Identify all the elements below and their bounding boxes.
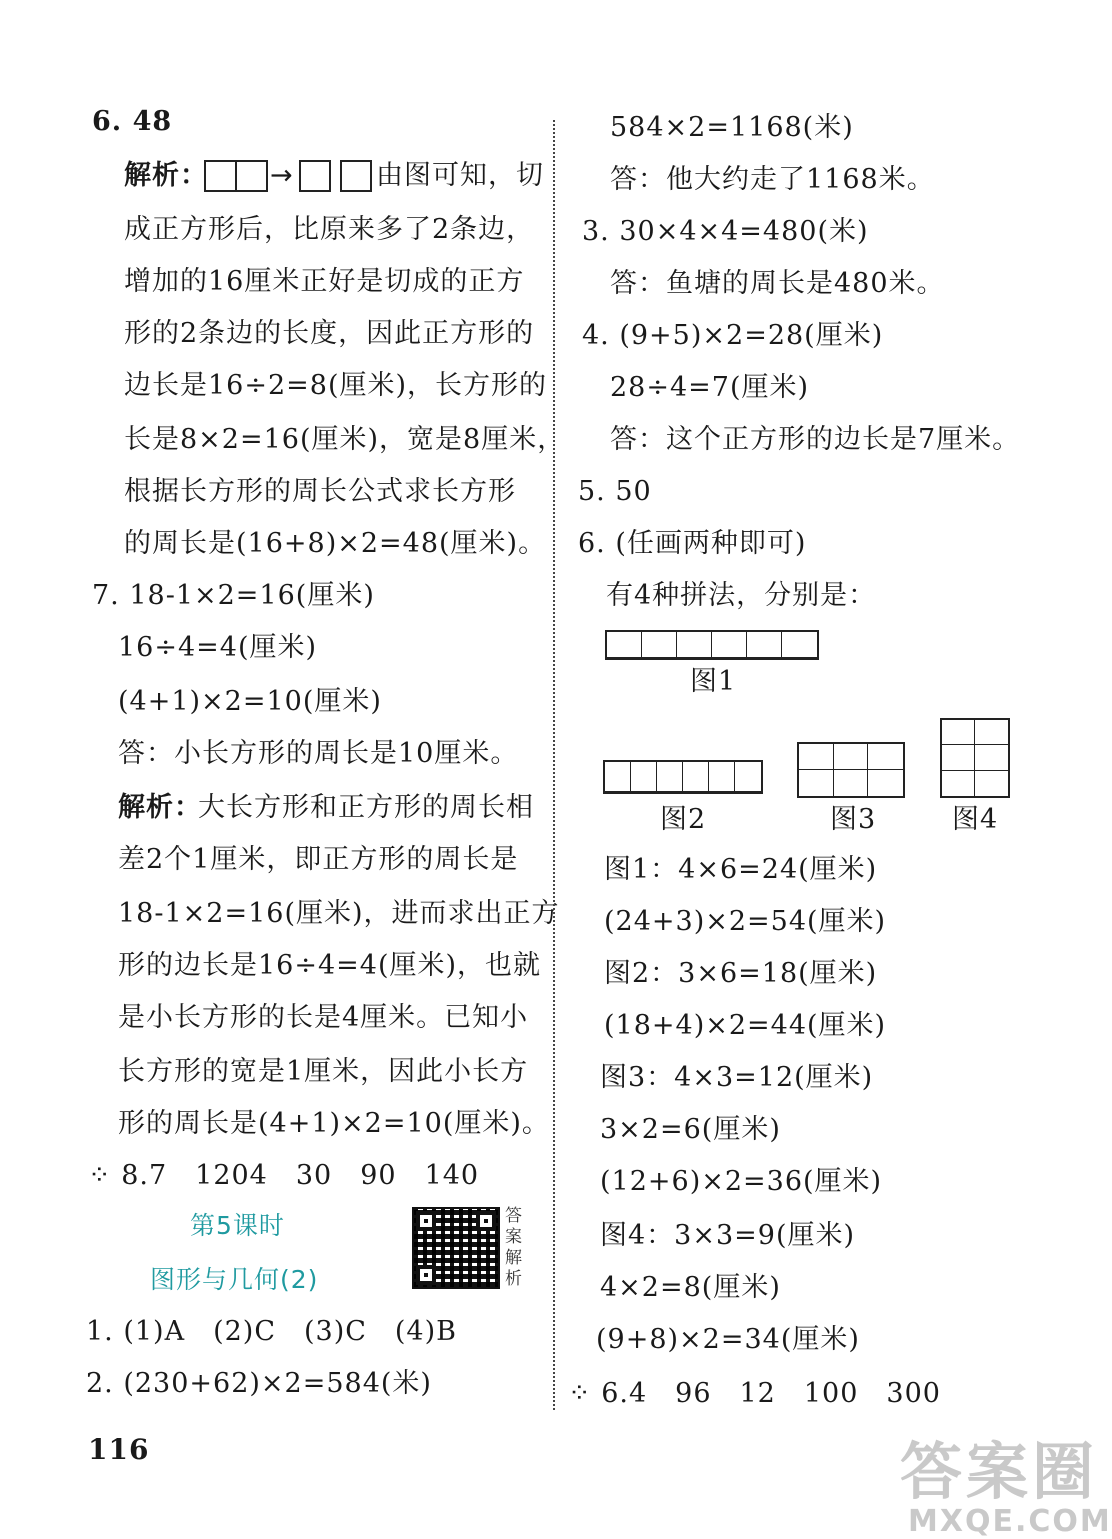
q6-analysis-line: 边长是16÷2=8(厘米)，长方形的 (124, 370, 548, 401)
figure-3-label: 图3 (830, 804, 877, 835)
answer-line: 有4种拼法，分别是： (606, 580, 877, 611)
calc-line: (18+4)×2=44(厘米) (604, 1010, 887, 1041)
answer-line: 答：这个正方形的边长是7厘米。 (610, 424, 1021, 455)
q2-answer: 2. (230+62)×2=584(米) (86, 1368, 432, 1399)
q6-analysis-line: 由图可知，切 (376, 160, 544, 191)
figure-3-diagram (797, 742, 905, 798)
figure-4-diagram (940, 718, 1010, 798)
q6-analysis-line: 根据长方形的周长公式求长方形 (124, 476, 516, 507)
answer-line: 6. (任画两种即可) (578, 528, 807, 559)
calc-line: (9+8)×2=34(厘米) (596, 1324, 860, 1355)
calc-line: 图1：4×6=24(厘米) (604, 854, 878, 885)
answer-line: 3. 30×4×4=480(米) (582, 216, 869, 247)
column-divider (553, 120, 555, 1410)
calc-line: 图4：3×3=9(厘米) (600, 1220, 856, 1251)
q7-line: 16÷4=4(厘米) (118, 632, 318, 663)
q1-answer: 1. (1)A (2)C (3)C (4)B (86, 1316, 457, 1347)
q6-analysis-line: 增加的16厘米正好是切成的正方 (124, 266, 525, 297)
q6-analysis-line: 形的2条边的长度，因此正方形的 (124, 318, 535, 349)
q7-analysis-line: 长方形的宽是1厘米，因此小长方 (118, 1056, 529, 1087)
figure-1-diagram (605, 630, 819, 660)
answer-line: 28÷4=7(厘米) (610, 372, 810, 403)
calc-line: 图2：3×6=18(厘米) (604, 958, 878, 989)
lesson-title: 第5课时 (190, 1211, 285, 1240)
answer-line: 答：鱼塘的周长是480米。 (610, 268, 945, 299)
q7-analysis-line: 差2个1厘米，即正方形的周长是 (118, 844, 519, 875)
watermark-logo (900, 1435, 1112, 1539)
calc-line: 图3：4×3=12(厘米) (600, 1062, 874, 1093)
q7-analysis-line: 18-1×2=16(厘米)，进而求出正方 (118, 898, 560, 929)
bonus-answers: ⁘ 8.7 1204 30 90 140 (88, 1160, 480, 1191)
q7-line: (4+1)×2=10(厘米) (118, 686, 382, 717)
figure-4-label: 图4 (952, 804, 999, 835)
arrow-glyph: → (270, 160, 294, 191)
qr-code-icon[interactable] (412, 1207, 500, 1289)
q7-analysis-line: 形的边长是16÷4=4(厘米)，也就 (118, 950, 542, 981)
figure-2-label: 图2 (660, 804, 707, 835)
page-number: 116 (88, 1433, 150, 1466)
watermark-main: 答案圈 (900, 1435, 1099, 1508)
q7-analysis-label: 解析： (118, 792, 202, 823)
answer-line: 答：他大约走了1168米。 (610, 164, 935, 195)
figure-1-label: 图1 (690, 666, 737, 697)
rectangle-diagram (204, 160, 268, 192)
qr-caption: 答案解析 (505, 1206, 522, 1289)
q6-analysis-label: 解析： (124, 160, 208, 191)
square-diagram-1 (299, 160, 331, 192)
q7-analysis-line: 是小长方形的长是4厘米。已知小 (118, 1002, 529, 1033)
q7-line: 7. 18-1×2=16(厘米) (92, 580, 375, 611)
q7-analysis-line: 大长方形和正方形的周长相 (198, 792, 534, 823)
square-diagram-2 (340, 160, 372, 192)
calc-line: 3×2=6(厘米) (600, 1114, 781, 1145)
q7-analysis-line: 形的周长是(4+1)×2=10(厘米)。 (118, 1108, 550, 1139)
q6-analysis-line: 成正方形后，比原来多了2条边， (124, 214, 535, 245)
q6-analysis-line: 长是8×2=16(厘米)，宽是8厘米， (124, 424, 566, 455)
q6-answer: 6. 48 (92, 106, 173, 137)
watermark-sub: MXQE.COM (908, 1504, 1112, 1539)
answer-line: 5. 50 (578, 476, 652, 507)
calc-line: (12+6)×2=36(厘米) (600, 1166, 883, 1197)
calc-line: (24+3)×2=54(厘米) (604, 906, 887, 937)
lesson-subtitle: 图形与几何(2) (150, 1265, 319, 1294)
answer-line: 4. (9+5)×2=28(厘米) (582, 320, 884, 351)
answer-line: 584×2=1168(米) (610, 112, 854, 143)
figure-2-diagram (603, 760, 763, 794)
q6-analysis-line: 的周长是(16+8)×2=48(厘米)。 (124, 528, 547, 559)
calc-line: 4×2=8(厘米) (600, 1272, 781, 1303)
q7-line: 答：小长方形的周长是10厘米。 (118, 738, 519, 769)
bonus-answers: ⁘ 6.4 96 12 100 300 (568, 1378, 941, 1409)
